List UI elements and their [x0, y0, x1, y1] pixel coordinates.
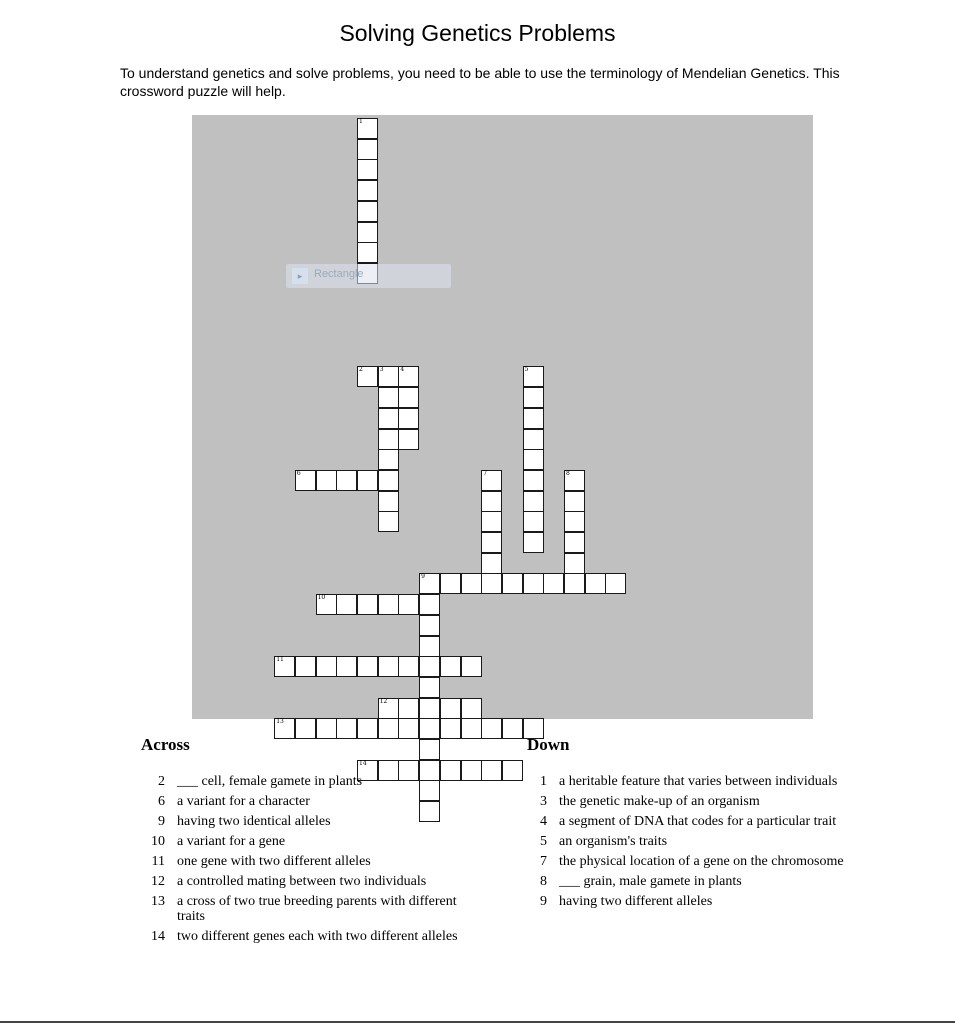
- crossword-cell[interactable]: [357, 242, 378, 263]
- crossword-cell[interactable]: [398, 698, 419, 719]
- cell-number: 6: [296, 469, 301, 477]
- crossword-cell[interactable]: [419, 656, 440, 677]
- cursor-icon: ▸: [292, 268, 308, 284]
- crossword-cell[interactable]: [357, 718, 378, 739]
- clue-item: [526, 814, 856, 829]
- clue-number: 4: [540, 814, 547, 829]
- crossword-cell[interactable]: [357, 222, 378, 243]
- clue-number: 10: [151, 834, 165, 849]
- clue-text: having two identical alleles: [177, 814, 331, 829]
- crossword-cell[interactable]: [378, 429, 399, 450]
- clue-text: ___ grain, male gamete in plants: [559, 874, 742, 889]
- crossword-cell[interactable]: [481, 491, 502, 512]
- crossword-cell[interactable]: [398, 408, 419, 429]
- crossword-cell[interactable]: [564, 511, 585, 532]
- crossword-cell[interactable]: [378, 491, 399, 512]
- across-heading: Across: [141, 735, 190, 754]
- cell-number: 3: [379, 366, 384, 374]
- crossword-cell[interactable]: [481, 511, 502, 532]
- clue-item: [139, 794, 459, 809]
- crossword-cell[interactable]: [378, 408, 399, 429]
- clue-number: 2: [158, 774, 165, 789]
- crossword-cell[interactable]: [502, 760, 523, 781]
- clue-number: 3: [540, 794, 547, 809]
- crossword-cell[interactable]: [461, 656, 482, 677]
- crossword-cell[interactable]: [419, 698, 440, 719]
- crossword-cell[interactable]: [336, 594, 357, 615]
- clue-number: 12: [151, 874, 165, 889]
- clue-item: [139, 834, 459, 849]
- crossword-cell[interactable]: [357, 118, 378, 139]
- clue-number: 11: [151, 854, 165, 869]
- crossword-cell[interactable]: [523, 470, 544, 491]
- crossword-board: [192, 115, 813, 719]
- clue-number: 14: [151, 929, 165, 944]
- crossword-cell[interactable]: [523, 387, 544, 408]
- cell-number: 10: [317, 594, 326, 602]
- crossword-cell[interactable]: [295, 470, 316, 491]
- clue-text: a cross of two true breeding parents with different traits: [177, 894, 457, 924]
- cell-number: 7: [483, 469, 488, 477]
- crossword-cell[interactable]: [316, 470, 337, 491]
- cell-number: 8: [566, 469, 570, 477]
- crossword-cell[interactable]: [481, 760, 502, 781]
- crossword-cell[interactable]: [398, 366, 419, 387]
- crossword-cell[interactable]: [378, 470, 399, 491]
- clue-item: [139, 929, 459, 944]
- crossword-cell[interactable]: [419, 739, 440, 760]
- cell-number: 2: [359, 366, 363, 374]
- down-heading: Down: [527, 735, 570, 754]
- clue-number: 9: [540, 894, 547, 909]
- crossword-cell[interactable]: [585, 573, 606, 594]
- clue-item: [139, 854, 459, 869]
- crossword-cell[interactable]: [357, 594, 378, 615]
- crossword-cell[interactable]: [357, 159, 378, 180]
- clue-number: 6: [158, 794, 165, 809]
- crossword-cell[interactable]: [564, 553, 585, 574]
- crossword-cell[interactable]: [419, 594, 440, 615]
- across-clue-list: [139, 774, 459, 949]
- clue-number: 9: [158, 814, 165, 829]
- cell-number: 13: [276, 718, 284, 726]
- crossword-cell[interactable]: [378, 511, 399, 532]
- down-clue-list: [526, 774, 856, 914]
- crossword-cell[interactable]: [523, 408, 544, 429]
- crossword-cell[interactable]: [357, 139, 378, 160]
- crossword-cell[interactable]: [316, 656, 337, 677]
- clue-item: [139, 814, 459, 829]
- crossword-cell[interactable]: [378, 656, 399, 677]
- crossword-cell[interactable]: [461, 760, 482, 781]
- crossword-cell[interactable]: [357, 470, 378, 491]
- clue-text: a heritable feature that varies between individuals: [559, 774, 838, 789]
- clue-text: an organism's traits: [559, 834, 668, 849]
- clue-item: [526, 794, 856, 809]
- crossword-cell[interactable]: [523, 573, 544, 594]
- clue-number: 8: [540, 874, 547, 889]
- clue-number: 7: [540, 854, 547, 869]
- crossword-cell[interactable]: [336, 718, 357, 739]
- bottom-rule: [0, 1021, 955, 1023]
- crossword-cell[interactable]: [378, 449, 399, 470]
- cell-number: 9: [421, 573, 425, 581]
- clue-text: the physical location of a gene on the chromosome: [559, 854, 844, 869]
- clue-text: a variant for a character: [177, 794, 310, 809]
- crossword-cell[interactable]: [398, 387, 419, 408]
- crossword-cell[interactable]: [440, 718, 461, 739]
- crossword-cell[interactable]: [543, 573, 564, 594]
- crossword-cell[interactable]: [523, 449, 544, 470]
- crossword-cell[interactable]: [564, 532, 585, 553]
- crossword-cell[interactable]: [523, 511, 544, 532]
- crossword-cell[interactable]: [419, 636, 440, 657]
- cell-number: 14: [359, 759, 367, 767]
- clue-number: 13: [151, 894, 165, 909]
- crossword-cell[interactable]: [378, 698, 399, 719]
- cell-number: 12: [379, 697, 388, 705]
- crossword-cell[interactable]: [461, 698, 482, 719]
- crossword-cell[interactable]: [502, 718, 523, 739]
- crossword-cell[interactable]: [502, 573, 523, 594]
- clue-number: 5: [540, 834, 547, 849]
- crossword-cell[interactable]: [398, 429, 419, 450]
- crossword-cell[interactable]: [564, 573, 585, 594]
- crossword-cell[interactable]: [398, 718, 419, 739]
- crossword-cell[interactable]: [316, 594, 337, 615]
- crossword-cell[interactable]: [378, 387, 399, 408]
- crossword-cell[interactable]: [274, 656, 295, 677]
- crossword-cell[interactable]: [378, 366, 399, 387]
- crossword-cell[interactable]: [316, 718, 337, 739]
- crossword-cell[interactable]: [440, 573, 461, 594]
- crossword-cell[interactable]: [419, 573, 440, 594]
- crossword-cell[interactable]: [295, 718, 316, 739]
- crossword-cell[interactable]: [398, 594, 419, 615]
- crossword-cell[interactable]: [419, 677, 440, 698]
- clue-text: having two different alleles: [559, 894, 713, 909]
- cell-number: 1: [359, 118, 363, 125]
- cell-number: 4: [400, 366, 405, 374]
- crossword-cell[interactable]: [523, 366, 544, 387]
- crossword-cell[interactable]: [564, 491, 585, 512]
- clue-text: two different genes each with two different alleles: [177, 929, 458, 944]
- clue-text: ___ cell, female gamete in plants: [177, 774, 363, 789]
- clue-item: [526, 854, 856, 869]
- crossword-cell[interactable]: [481, 532, 502, 553]
- tooltip-label: Rectangle: [314, 268, 364, 280]
- crossword-cell[interactable]: [357, 366, 378, 387]
- rectangle-tool-tooltip: [286, 264, 451, 288]
- crossword-cell[interactable]: [440, 656, 461, 677]
- crossword-cell[interactable]: [461, 718, 482, 739]
- crossword-cell[interactable]: [481, 553, 502, 574]
- crossword-cell[interactable]: [274, 718, 295, 739]
- clue-item: [526, 774, 856, 789]
- page-title: Solving Genetics Problems: [339, 20, 616, 46]
- crossword-cell[interactable]: [481, 718, 502, 739]
- clue-number: 1: [540, 774, 547, 789]
- crossword-cell[interactable]: [336, 656, 357, 677]
- crossword-cell[interactable]: [605, 573, 626, 594]
- crossword-cell[interactable]: [481, 573, 502, 594]
- cell-number: 11: [276, 656, 284, 664]
- clue-text: a variant for a gene: [177, 834, 286, 849]
- intro-text: To understand genetics and solve problems, you need to be able to use the terminology of Mendelian Genetics. This crossword puzzle will help.: [120, 65, 840, 99]
- crossword-cell[interactable]: [523, 429, 544, 450]
- clue-item: [139, 774, 459, 789]
- clue-text: a controlled mating between two individuals: [177, 874, 427, 889]
- clue-text: the genetic make-up of an organism: [559, 794, 760, 809]
- crossword-cell[interactable]: [419, 718, 440, 739]
- clue-item: [526, 894, 856, 909]
- crossword-cell[interactable]: [357, 201, 378, 222]
- crossword-cell[interactable]: [398, 656, 419, 677]
- crossword-cell[interactable]: [378, 594, 399, 615]
- crossword-cell[interactable]: [357, 180, 378, 201]
- clue-text: a segment of DNA that codes for a particular trait: [559, 814, 837, 829]
- cell-number: 5: [524, 366, 529, 374]
- crossword-cell[interactable]: [336, 470, 357, 491]
- clue-item: [139, 894, 459, 924]
- crossword-cell[interactable]: [461, 573, 482, 594]
- crossword-cell[interactable]: [357, 656, 378, 677]
- clue-item: [526, 834, 856, 849]
- crossword-cell[interactable]: [523, 532, 544, 553]
- clue-text: one gene with two different alleles: [177, 854, 371, 869]
- crossword-cell[interactable]: [523, 491, 544, 512]
- clue-item: [139, 874, 459, 889]
- crossword-cell[interactable]: [378, 718, 399, 739]
- crossword-cell[interactable]: [481, 470, 502, 491]
- crossword-cell[interactable]: [419, 615, 440, 636]
- crossword-cell[interactable]: [295, 656, 316, 677]
- clue-item: [526, 874, 856, 889]
- crossword-cell[interactable]: [564, 470, 585, 491]
- crossword-cell[interactable]: [440, 698, 461, 719]
